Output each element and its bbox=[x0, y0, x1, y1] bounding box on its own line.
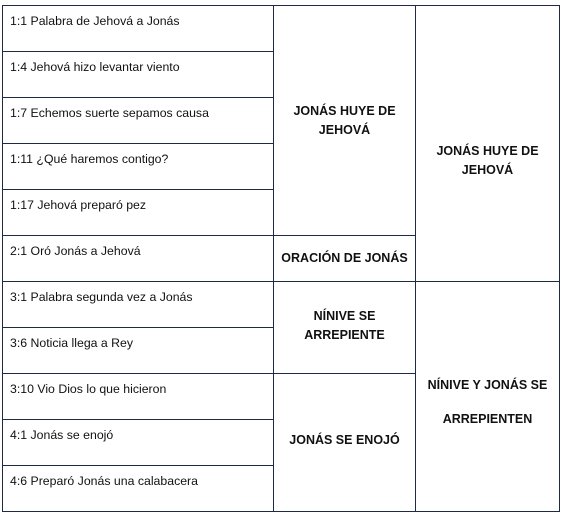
heading-line: JONÁS HUYE DE bbox=[436, 144, 539, 158]
row-divider bbox=[2, 189, 274, 190]
row-label: 1:1 Palabra de Jehová a Jonás bbox=[10, 14, 180, 28]
table-border-left bbox=[2, 5, 3, 512]
row-divider bbox=[2, 419, 274, 420]
row-label: 1:4 Jehová hizo levantar viento bbox=[10, 60, 180, 74]
row-label: 3:1 Palabra segunda vez a Jonás bbox=[10, 290, 193, 304]
table-border-right bbox=[559, 5, 560, 512]
section-heading-enojo bbox=[274, 431, 415, 450]
section-heading-huye bbox=[274, 102, 415, 140]
row-divider bbox=[2, 327, 274, 328]
section-divider bbox=[2, 281, 560, 282]
row-divider bbox=[2, 373, 416, 374]
row-label: 4:1 Jonás se enojó bbox=[10, 428, 114, 442]
heading-line: JONÁS SE ENOJÓ bbox=[289, 433, 400, 447]
heading-line: NÍNIVE SE bbox=[313, 309, 376, 323]
row-divider bbox=[2, 51, 274, 52]
row-divider bbox=[2, 235, 416, 236]
heading-line: NÍNIVE Y JONÁS SE bbox=[427, 378, 548, 392]
part-heading-top bbox=[416, 142, 559, 180]
heading-line: ORACIÓN DE JONÁS bbox=[281, 251, 408, 265]
heading-line: JEHOVÁ bbox=[318, 123, 371, 137]
row-label: 1:17 Jehová preparó pez bbox=[10, 198, 147, 212]
row-label: 1:7 Echemos suerte sepamos causa bbox=[10, 106, 209, 120]
heading-line: ARREPIENTE bbox=[304, 328, 385, 342]
row-label: 1:11 ¿Qué haremos contigo? bbox=[10, 152, 169, 166]
heading-line: JEHOVÁ bbox=[461, 163, 514, 177]
row-label: 3:6 Noticia llega a Rey bbox=[10, 336, 134, 350]
row-divider bbox=[2, 465, 274, 466]
row-label: 3:10 Vio Dios lo que hicieron bbox=[10, 382, 167, 396]
row-label: 4:6 Preparó Jonás una calabacera bbox=[10, 474, 198, 488]
heading-line: JONÁS HUYE DE bbox=[293, 104, 396, 118]
part-heading-bottom bbox=[416, 368, 559, 436]
section-heading-oracion bbox=[274, 249, 415, 268]
table-border-top bbox=[2, 5, 560, 6]
outline-table bbox=[2, 5, 560, 512]
row-divider bbox=[2, 143, 274, 144]
row-label: 2:1 Oró Jonás a Jehová bbox=[10, 244, 141, 258]
section-heading-ninive bbox=[274, 307, 415, 345]
table-border-bottom bbox=[2, 511, 560, 512]
heading-line: ARREPIENTEN bbox=[442, 412, 533, 426]
row-divider bbox=[2, 97, 274, 98]
